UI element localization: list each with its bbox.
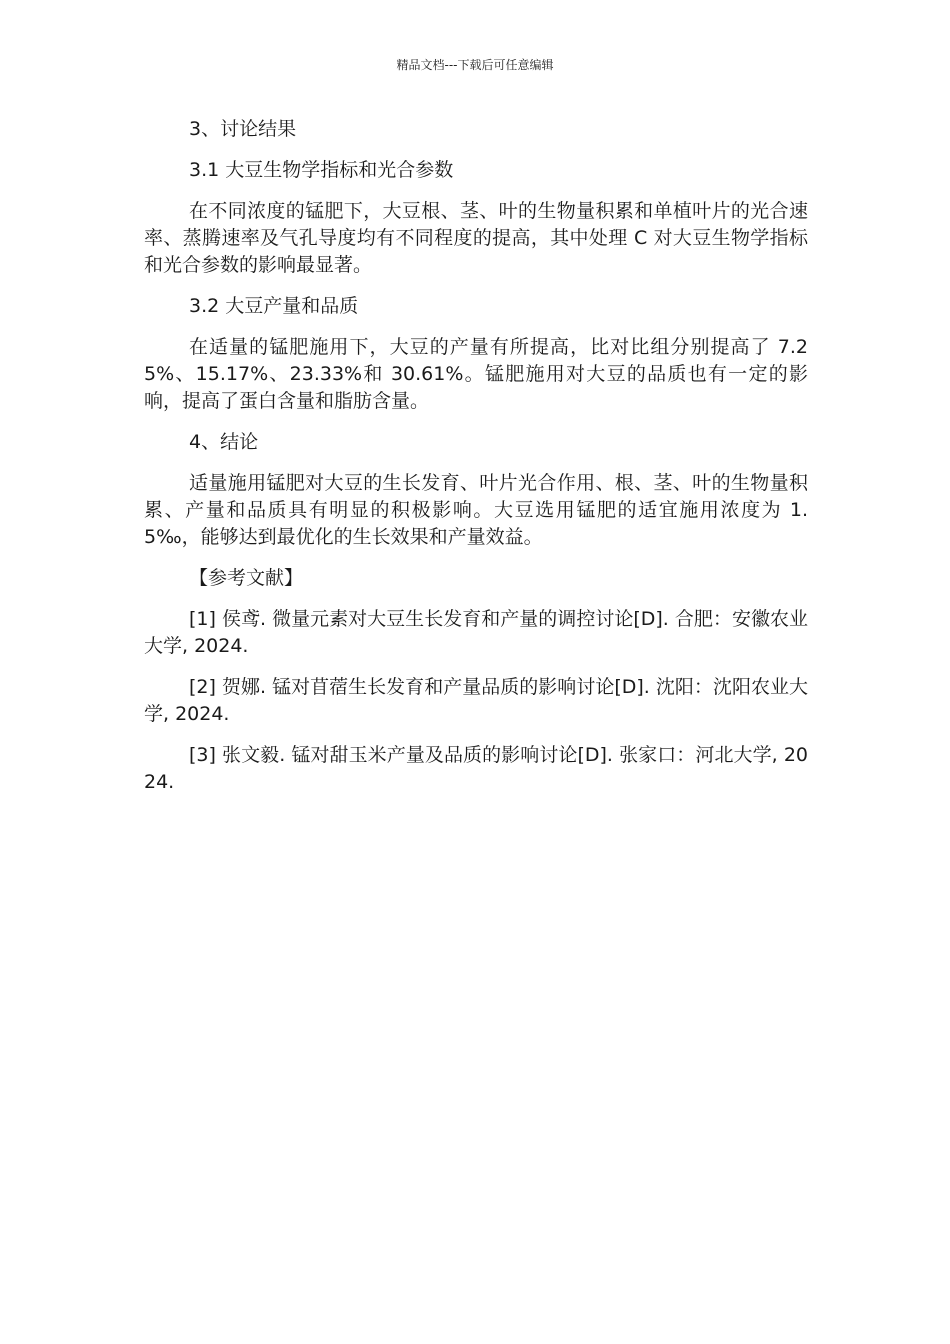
section-3-1-title: 3.1 大豆生物学指标和光合参数 [189,159,454,181]
document-body [144,116,808,810]
references-title: 【参考文献】 [189,567,304,589]
reference-item: [3] 张文毅. 锰对甜玉米产量及品质的影响讨论[D]. 张家口：河北大学, 2024. [144,744,808,793]
reference-item: [1] 侯鸢. 微量元素对大豆生长发育和产量的调控讨论[D]. 合肥：安徽农业大学, 2024. [144,608,808,657]
section-3-2-title: 3.2 大豆产量和品质 [189,295,359,317]
header-note: 精品文档---下载后可任意编辑 [396,58,554,72]
section-4-title: 4、结论 [189,431,259,453]
section-4-paragraph: 适量施用锰肥对大豆的生长发育、叶片光合作用、根、茎、叶的生物量积累、产量和品质具有明显的积极影响。大豆选用锰肥的适宜施用浓度为 1.5‰，能够达到最优化的生长效果和产量效益。 [144,472,808,548]
section-3-title: 3、讨论结果 [189,118,297,140]
section-3-1-paragraph: 在不同浓度的锰肥下，大豆根、茎、叶的生物量积累和单植叶片的光合速率、蒸腾速率及气孔导度均有不同程度的提高，其中处理 C 对大豆生物学指标和光合参数的影响最显著。 [144,200,808,276]
reference-item: [2] 贺娜. 锰对苜蓿生长发育和产量品质的影响讨论[D]. 沈阳：沈阳农业大学, 2024. [144,676,808,725]
section-3-2-paragraph: 在适量的锰肥施用下，大豆的产量有所提高，比对比组分别提高了 7.25%、15.17%、23.33%和 30.61%。锰肥施用对大豆的品质也有一定的影响，提高了蛋白含量和脂肪含量。 [144,336,808,412]
